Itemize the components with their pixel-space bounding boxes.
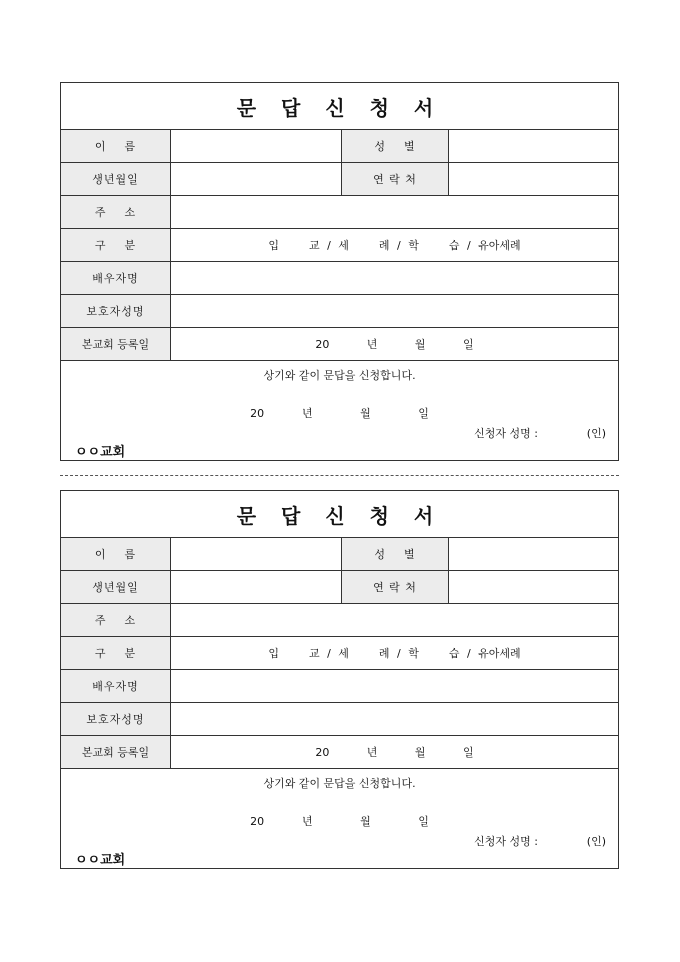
address-row	[61, 196, 618, 229]
applicant-label: 신청자 성명 :	[474, 427, 538, 440]
registered-field[interactable]: 20 년 월 일	[315, 338, 474, 351]
spouse-field[interactable]	[171, 262, 618, 294]
category-label: 구 분	[61, 637, 171, 669]
address-label: 주 소	[61, 604, 171, 636]
application-form-1	[60, 82, 619, 461]
address-row	[61, 604, 618, 637]
category-row	[61, 229, 618, 262]
contact-field[interactable]	[449, 163, 618, 195]
contact-label: 연 락 처	[341, 571, 449, 603]
address-field[interactable]	[171, 196, 618, 228]
spouse-label: 배우자명	[61, 262, 171, 294]
form-title: 문 답 신 청 서	[61, 83, 618, 130]
statement-text: 상기와 같이 문답을 신청합니다.	[263, 777, 416, 790]
guardian-field[interactable]	[171, 703, 618, 735]
guardian-label: 보호자성명	[61, 295, 171, 327]
applicant-label: 신청자 성명 :	[474, 835, 538, 848]
guardian-field[interactable]	[171, 295, 618, 327]
date-line[interactable]: 20 년 월 일	[250, 407, 429, 420]
birth-field[interactable]	[171, 163, 341, 195]
gender-field[interactable]	[449, 538, 618, 570]
statement-text: 상기와 같이 문답을 신청합니다.	[263, 369, 416, 382]
birth-label: 생년월일	[61, 571, 171, 603]
form-footer	[61, 769, 618, 868]
category-label: 구 분	[61, 229, 171, 261]
contact-label: 연 락 처	[341, 163, 449, 195]
spouse-label: 배우자명	[61, 670, 171, 702]
registered-label: 본교회 등록일	[61, 328, 171, 360]
registered-row	[61, 328, 618, 361]
registered-label: 본교회 등록일	[61, 736, 171, 768]
address-label: 주 소	[61, 196, 171, 228]
name-label: 이 름	[61, 130, 171, 162]
address-field[interactable]	[171, 604, 618, 636]
seal-mark: (인)	[586, 835, 606, 848]
seal-mark: (인)	[586, 427, 606, 440]
spouse-row	[61, 670, 618, 703]
date-line[interactable]: 20 년 월 일	[250, 815, 429, 828]
gender-label: 성 별	[341, 130, 449, 162]
registered-row	[61, 736, 618, 769]
form-footer	[61, 361, 618, 460]
guardian-row	[61, 295, 618, 328]
cut-line	[60, 475, 619, 476]
application-form-2	[60, 490, 619, 869]
gender-label: 성 별	[341, 538, 449, 570]
category-row	[61, 637, 618, 670]
category-options[interactable]: 입 교 / 세 례 / 학 습 / 유아세례	[268, 239, 521, 252]
registered-field[interactable]: 20 년 월 일	[315, 746, 474, 759]
form-title: 문 답 신 청 서	[61, 491, 618, 538]
church-name: ㅇㅇ교회	[75, 853, 126, 868]
name-row	[61, 538, 618, 571]
contact-field[interactable]	[449, 571, 618, 603]
birth-row	[61, 163, 618, 196]
name-field[interactable]	[171, 130, 341, 162]
church-name: ㅇㅇ교회	[75, 445, 126, 460]
name-row	[61, 130, 618, 163]
name-field[interactable]	[171, 538, 341, 570]
spouse-field[interactable]	[171, 670, 618, 702]
gender-field[interactable]	[449, 130, 618, 162]
category-options[interactable]: 입 교 / 세 례 / 학 습 / 유아세례	[268, 647, 521, 660]
guardian-row	[61, 703, 618, 736]
birth-label: 생년월일	[61, 163, 171, 195]
guardian-label: 보호자성명	[61, 703, 171, 735]
name-label: 이 름	[61, 538, 171, 570]
birth-row	[61, 571, 618, 604]
spouse-row	[61, 262, 618, 295]
birth-field[interactable]	[171, 571, 341, 603]
